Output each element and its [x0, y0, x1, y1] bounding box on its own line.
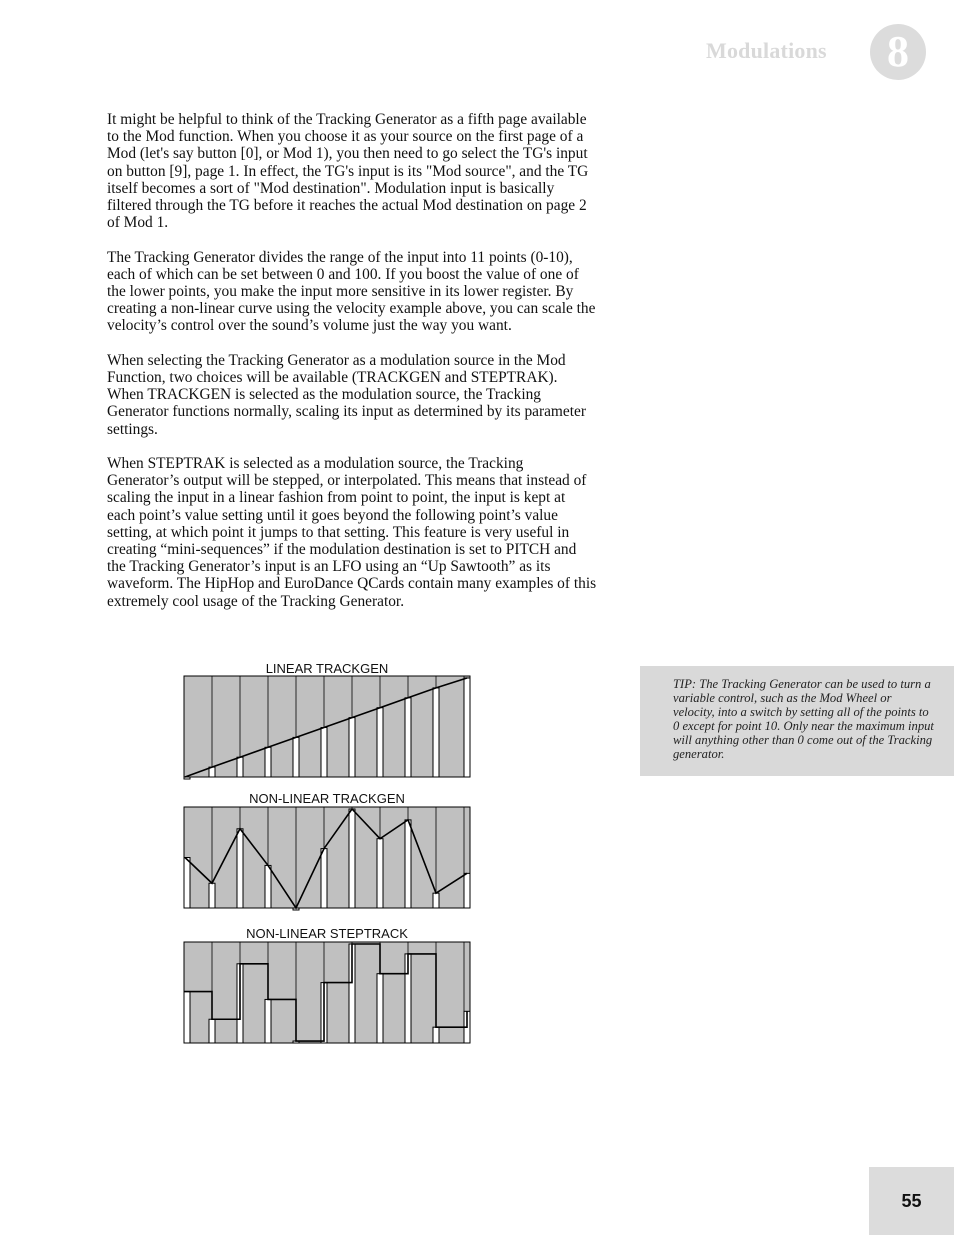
bar-0 — [184, 777, 190, 779]
tip-sidebar — [640, 666, 954, 776]
bar-7 — [377, 708, 383, 777]
bar-7 — [377, 839, 383, 908]
paragraph-1: It might be helpful to think of the Tracking Generator as a fifth page available to the Mod function. When you choose it as your source on the first page of a Mod (let's say button [0], or Mod 1), you then need to go select the TG's input on button [9], page 1. In effect, the TG's input is its "Mod source", and the TG itself becomes a sort of "Mod destination". Modulation input is basically filtered through the TG before it reaches the actual Mod destination on page 2 of Mod 1. — [107, 111, 589, 232]
bar-6 — [349, 718, 355, 777]
body-text — [107, 111, 597, 627]
section-title: Modulations — [706, 38, 827, 63]
bar-0 — [184, 858, 190, 908]
tip-text: TIP: The Tracking Generator can be used to turn a variable control, such as the Mod Wheel or velocity, into a switch by setting all of the points to 0 except for point 10. Only near the maximum input will anything other than 0 come out of the Tracking generator. — [673, 677, 934, 761]
bar-1 — [209, 883, 215, 908]
chart-title: NON-LINEAR STEPTRACK — [246, 926, 408, 941]
bar-5 — [321, 728, 327, 778]
chart-plot — [183, 941, 473, 1046]
bar-3 — [265, 747, 271, 777]
bar-1 — [209, 1019, 215, 1043]
bar-9 — [433, 1027, 439, 1043]
chart-plot — [183, 675, 473, 780]
bar-8 — [405, 698, 411, 777]
chapter-number-badge: 8 — [870, 24, 926, 80]
chart-title: NON-LINEAR TRACKGEN — [249, 791, 405, 806]
bar-3 — [265, 865, 271, 908]
bar-10 — [464, 873, 470, 908]
bar-9 — [433, 893, 439, 908]
bar-2 — [237, 757, 243, 777]
bar-7 — [377, 974, 383, 1043]
paragraph-3: When selecting the Tracking Generator as a modulation source in the Mod Function, two choices will be available (TRACKGEN and STEPTRAK). When TRACKGEN is selected as the modulation source, the Tracking Generator functions normally, scaling its input as determined by its parameter settings. — [107, 351, 586, 438]
bar-2 — [237, 829, 243, 908]
bar-3 — [265, 999, 271, 1043]
bar-6 — [349, 809, 355, 908]
bar-8 — [405, 820, 411, 908]
chart-plot — [183, 806, 473, 911]
bar-9 — [433, 688, 439, 777]
bar-5 — [321, 849, 327, 908]
bar-4 — [293, 737, 299, 777]
bar-10 — [464, 678, 470, 777]
paragraph-2: The Tracking Generator divides the range of the input into 11 points (0-10), each of which can be set between 0 and 100. If you boost the value of one of the lower points, you make the input more sensitive in its lower register. By creating a non-linear curve using the velocity example above, you can scale the velocity’s control over the sound’s volume just the way you want. — [107, 248, 596, 335]
bar-0 — [184, 992, 190, 1043]
paragraph-4: When STEPTRAK is selected as a modulation source, the Tracking Generator’s output will be stepped, or interpolated. This means that instead of scaling the input in a linear fashion from point to point, the input is kept at each point’s value setting until it goes beyond the following point’s value setting, at which point it jumps to that setting. This feature is very useful in creating “mini-sequences” if the modulation destination is set to PITCH and the Tracking Generator’s input is an LFO using an “Up Sawtooth” as its waveform. The HipHop and EuroDance QCards contain many examples of this extremely cool usage of the Tracking Generator. — [107, 455, 597, 610]
page-number: 55 — [869, 1167, 954, 1235]
chart-title: LINEAR TRACKGEN — [265, 661, 389, 676]
